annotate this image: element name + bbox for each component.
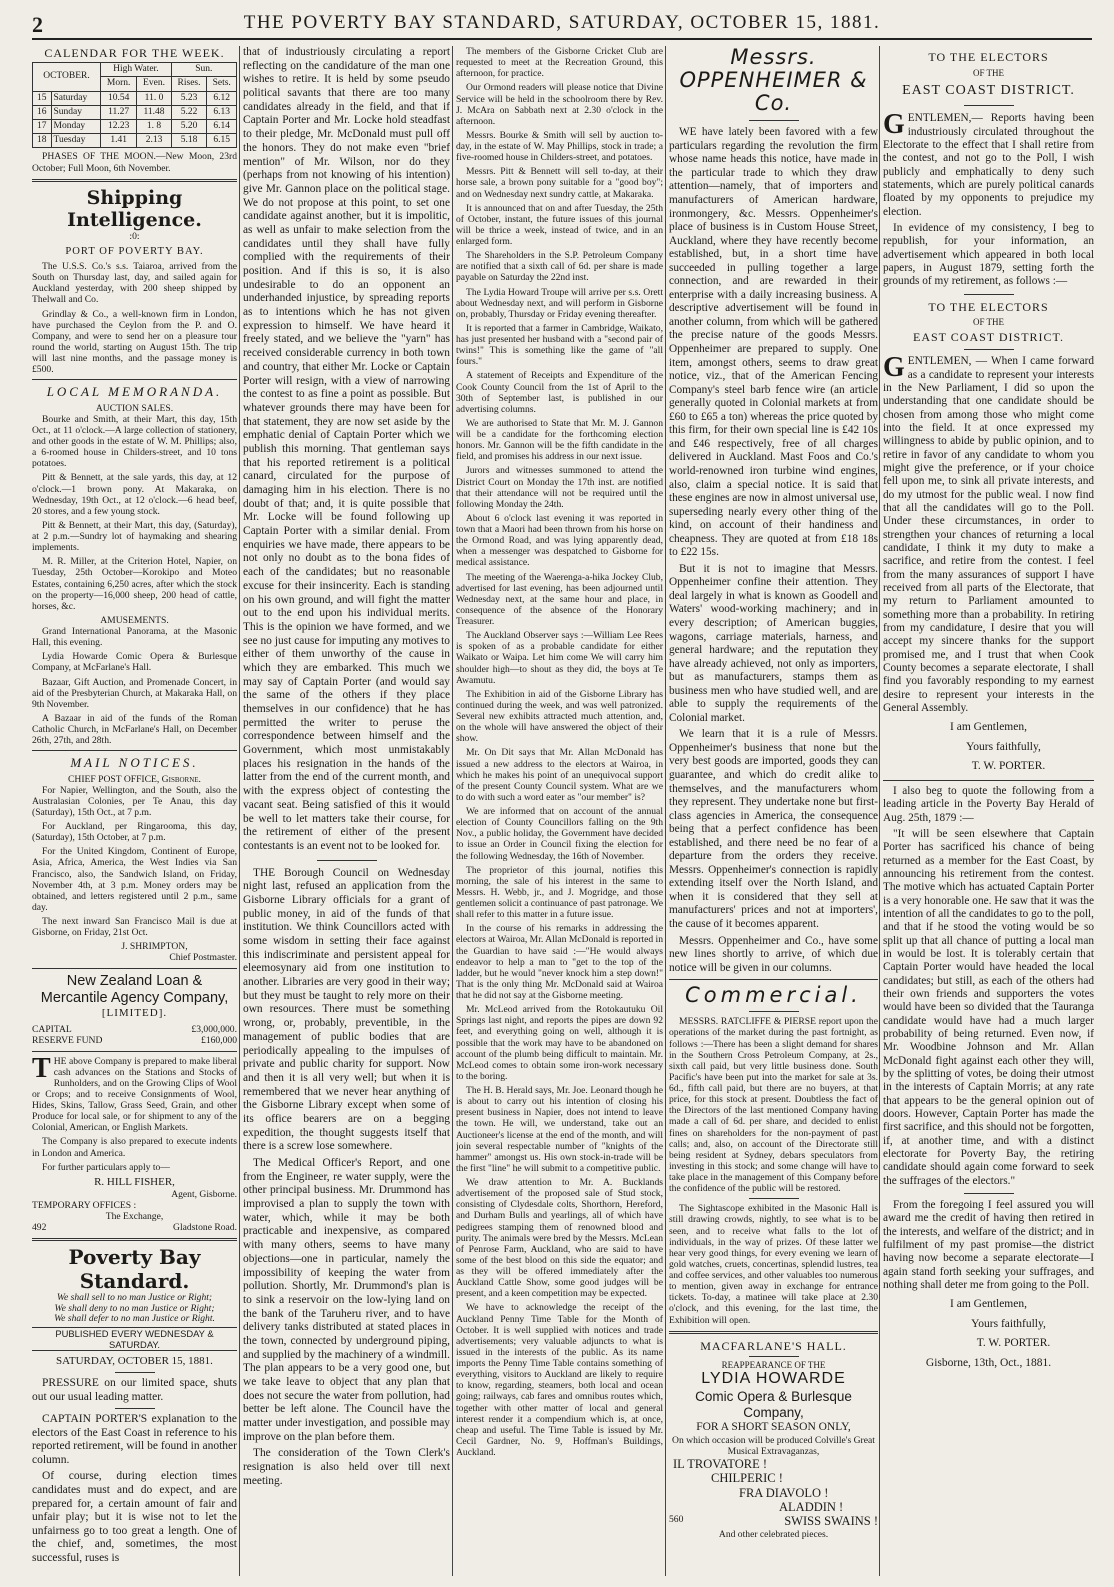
news-paragraph: In the course of his remarks in addressing the electors at Wairoa, Mr. Allan McDonald is reported in the Guardian to have said :—"He would always endeavor to help a man to "get to the top of the ladder, but he would "never knock him a step down!" That is the only thing Mr. McDonald said at Wairoa that he did not say at the Gisborne meeting. [456,923,663,1001]
calendar-row [33,119,237,133]
closing-line: I am Gentlemen, [950,721,1027,734]
moon-phases: PHASES OF THE MOON.—New Moon, 23rd October; Full Moon, 6th November. [32,151,237,174]
oppenheimer-heading-2: OPPENHEIMER & Co. [679,68,868,116]
nz-loan-body-text: HE above Company is prepared to make liberal cash advances on the Stations and Stocks of Runholders, and on the Growing Clips of Wool or Crops; and to receive Consignments of Wool, Hides, Skins, Tallow, Grass Seed, Grain, and other Produce for local sale, or for shipment to any of the Colonial, American, or English Markets. [32,1055,237,1134]
page-number: 2 [32,12,43,37]
column-1 [32,46,237,1576]
opera-list [669,1457,878,1529]
electors-heading: TO THE ELECTORS [928,50,1049,64]
reserve-value: £160,000 [201,1035,237,1047]
calendar-row [33,91,237,105]
reappearance-label: REAPPEARANCE OF THE [721,1359,826,1370]
commercial-paragraph: The Sightascope exhibited in the Masonic Hall is still drawing crowds, nightly, to see what is to be seen, and to receive what falls to the lot of individuals, in the way of prizes. Of these latter we hear very good things, for every evening we learn of gold watches, cruets, concertinas, splendid lustres, tea and coffee services, and other valuables too numerous to mention, given away in exchange for entrance tickets. To-day, a matinee will take place at 2.30 o'clock, and this evening, for the last time, the Exhibition will open. [669,1203,878,1326]
calendar-even: 2.13 [137,134,171,148]
signature: T. W. PORTER. [976,1337,1051,1350]
electors-of-the: OF THE [972,68,1005,79]
calendar-morn: 10.54 [100,91,136,105]
calendar-rises: 5.18 [171,134,207,148]
district-heading: EAST COAST DISTRICT. [902,82,1075,98]
news-paragraph: It is reported that a farmer in Cambridge, Waikato, has just presented her husband with a "second pair of twins!" This is something like the game of "all fours." [456,322,663,368]
oppenheimer-paragraph: Messrs. Oppenheimer and Co., have some new lines shortly to arrive, of which due notice will be given in our columns. [669,934,878,974]
opera-title: FRA DIAVOLO ! [739,1485,829,1500]
oppenheimer-heading-1: Messrs. [730,46,817,69]
calendar-even: 11.48 [137,105,171,119]
oppenheimer-paragraph: WE have lately been favored with a few particulars regarding the revolution the firm whose name heads this notice, have made in the particular trade to which they draw attention—namely, that of importers and manufacturers of American hardware, ironmongery, &c. Messrs. Oppenheimer's place of business is in Custom House Street, Auckland, where they have recently become established, but, in a short time have succeeded in pulling together a large connection, and are rewarded in their enterprise with a daily increasing business. A descriptive advertisement will be found in another column, from which will be gathered the precise nature of the goods Messrs. Oppenheimer are prepared to supply. One item, amongst others, seems to draw great notice, viz., that of the American Fencing Company's steel barb fence wire (an article generally quoted in Colonial markets at from £60 to £65 a ton) whereas the price quoted by this firm, for their own special line is £42 10s and £46 respectively, free of all charges delivered in Auckland. Mast Foos and Co.'s world-renowned iron turbine wind engines, also, claim a special notice. It is said that these engines are now in almost universal use, superseding nearly every other thing of the kind, on account of their handiness and cheapness. They are quoted at from £18 18s to £22 15s. [669,126,878,559]
letter-date: Gisborne, 13th, Oct., 1881. [925,1356,1052,1369]
news-paragraph: We are informed that on account of the annual election of County Councillors falling on the 9th Nov., a public holiday, the Government have decided to issue an Order in Council fixing the election for the following Wednesday, the 16th of November. [456,806,663,862]
office-exchange: The Exchange, [105,1210,164,1222]
news-paragraph: It is announced that on and after Tuesday, the 25th of October, instant, the future issues of this journal will be thrice a week, instead of twice, and in an enlarged form. [456,202,663,247]
office-road: Gladstone Road. [173,1221,237,1233]
column-rule [665,46,666,1576]
publication-schedule: PUBLISHED EVERY WEDNESDAY & SATURDAY. [32,1327,237,1351]
motto-line: We shall sell to no man Justice or Right; [56,1292,213,1304]
opera-title: CHILPERIC ! [711,1471,783,1486]
calendar-col-sun: Sun. [171,63,236,77]
agent-name: R. HILL FISHER, [94,1175,175,1188]
calendar-weekday: Saturday [51,91,100,105]
oppenheimer-paragraph: We learn that it is a rule of Messrs. Oppenheimer's business that none but the very best goods are imported, goods they can guarantee, and which do credit alike to themselves, and the manufacturers whom they represent. They undertake none but first-class agencies in America, the consequence being that a perfect confidence has been established, and there need be no fear of a departure from the orders they receive. Messrs. Oppenheimer's connection is rapidly extending itself over the North Island, and when it is considered that they sell at manufacturers' prices and not at importers', the cause of it becomes apparent. [669,728,878,930]
column-rule [452,46,453,1576]
ad-number: 560 [669,1514,684,1526]
editorial-paragraph: Of course, during election times candidates must and do expect, and are prepared for, a certain amount of fair and unfair play; but it is wise not to let the unfairness go to too great a length. One of the chief, and, sometimes, the most successful, ruses is [32,1470,237,1564]
opera-title: IL TROVATORE ! [673,1456,767,1471]
letter-paragraph [883,352,1094,715]
news-paragraph: The Lydia Howard Troupe will arrive per s.s. Orett about Wednesday next, and will perform in Gisborne on, probably, Thursday or Friday evening thereafter. [456,286,663,320]
news-paragraph: The proprietor of this journal, notifies this morning, the sale of his interest in the same to Messrs. H. Webb, jr., and J. Mogridge, and those gentlemen solicit a continuance of past patronage. We shall refer to this matter in a future issue. [456,864,663,921]
calendar-sets: 6.13 [207,105,237,119]
news-paragraph: Messrs. Pitt & Bennett will sell to-day, at their horse sale, a brown pony suitable for a "good boy"; and on Wednesday next sundry cattle, at Makaraka. [456,166,663,200]
editorial-paragraph: THE Borough Council on Wednesday night last, refused an application from the Gisborne Library officials for a grant of public money, in aid of the funds of that institution. We think Councillors acted with some wisdom in setting their face against this indiscriminate and persistent appeal for eleemosynary aid from one institution to another. Libraries are very good in their way; but they must be taught to rely more on their own resources. There must be something wrong, or, probably, preventible, in the management of public bodies that are periodically appealing to the impulses of private and public charity for support. Now and then it is all very well; but when it is remembered that we never hear anything of the Gisborne Library except when some of its office bearers are on a begging expedition, the thought suggests itself that there is a screw lose somewhere. [243,866,450,1153]
mail-paragraph: For Auckland, per Ringarooma, this day, (Saturday), 15th October, at 7 p.m. [32,821,237,844]
news-paragraph: The Exhibition in aid of the Gisborne Library has continued during the week, and was well patronized. Several new exhibits attracted much attention, and, on the whole will have answered the object of their show. [456,688,663,745]
column-5 [883,46,1094,1576]
post-office-heading: CHIEF POST OFFICE, Gisborne. [68,773,201,785]
nz-loan-heading: New Zealand Loan & Mercantile Agency Company, [40,972,229,1006]
calendar-weekday: Tuesday [51,134,100,148]
calendar-sets: 6.12 [207,91,237,105]
capital-label: CAPITAL [32,1024,72,1036]
editorial-paragraph: that of industriously circulating a report reflecting on the candidature of the man one wishes to retire. It is held by some pseudo political savants that there are too many candidates already in the field, and that if Captain Porter and Mr. Locke hold steadfast to their pledge, Mr. McDonald must pull off the honors. They do not make even "brief mention" of Mr. Wilson, nor do they (perhaps from not knowing of his intention) give Mr. Gannon place on the political stage. We do not propose at this point, to set one candidate against another, but it is impolitic, as well as unfair to make selection from the candidates until they shall have fully complied with the requirements of their position. And if this is so, it is also undesirable to do an opponent an underhanded injustice, by spreading reports as to intentions which he has not given expression to himself. We have heard it freely stated, and we believe the "yarn" has received considerable currency in both town and country, that either Mr. Locke or Captain Porter will resign, with a view of narrowing the contest to as fine a point as possible. But whatever grounds there may have been for that statement, they are now set aside by the emphatic denial of Captain Porter which we publish this morning. That gentleman says that his reported retirement is a political canard, circulated for the purpose of damaging him in his election. There is no doubt of that; and, it is quite possible that Mr. Locke will be found following up Captain Porter with a similar denial. From enquiries we have made, there appears to be not only no doubt as to the bona fides of each of the candidates; but no reasonable excuse for their insincerity. Each is standing on his own ground, and will fight the matter out to the end upon his individual merits. This is the opinion we have formed, and we see no just cause for imputing any motives to either of them unworthy of the cause in which they are embarked. This much we may say of Captain Porter (and would say the same of the others if they place themselves in our confidence) that he has permitted the writer to peruse the correspondence between himself and the Government, which most unmistakably places his resignation in the hands of the latter from the end of the current month, and with the express object of contesting the vacant seat. Being satisfied of this it would be well to let matters take their course, for the retirement of either of the present contestants is an event not to be looked for. [243,46,450,852]
divider [749,1198,799,1199]
column-2 [243,46,450,1576]
divider [32,379,237,380]
calendar-weekday: Sunday [51,105,100,119]
divider [115,1408,155,1409]
divider [32,1051,237,1052]
macfarlane-hall-heading: MACFARLANE'S HALL. [700,1338,847,1353]
mail-notices-heading: MAIL NOTICES. [70,755,199,771]
newspaper-nameplate: Poverty Bay Standard. [68,1245,201,1293]
divider [964,1193,1014,1194]
letter-paragraph: I also beg to quote the following from a leading article in the Poverty Bay Herald of Aug. 25th, 1879 :— [883,785,1094,824]
calendar-day: 16 [33,105,52,119]
news-paragraph: Messrs. Bourke & Smith will sell by auction to-day, in the estate of W. May Phillips, stock in trade; a five-roomed house in Childers-street, and potatoes. [456,129,663,164]
local-paragraph: A Bazaar in aid of the funds of the Roman Catholic Church, in McFarlane's Hall, on December 26th, 27th, and 28th. [32,712,237,747]
local-paragraph: Grand International Panorama, at the Masonic Hall, this evening. [32,626,237,649]
calendar-morn: 11.27 [100,105,136,119]
nz-loan-limited: [LIMITED]. [101,1007,168,1020]
other-pieces: And other celebrated pieces. [718,1528,829,1540]
capital-row [32,1024,237,1035]
divider [32,179,237,182]
drop-cap: G [883,352,905,384]
calendar-heading: CALENDAR FOR THE WEEK. [44,46,225,60]
oppenheimer-paragraph: But it is not to imagine that Messrs. Oppenheimer confine their attention. They deal largely in what is known as Goodell and Waters' wood-working machinery; and in every description; of American buggies, wagons, carriage materials, harness, and general hardware; and the reputation they have already achieved, not only as importers, but as manufacturers, stamps them as business men who have studied well, and are able to supply the requirements of the Colonial market. [669,562,878,724]
calendar-rises: 5.20 [171,119,207,133]
shipping-paragraph: Grindlay & Co., a well-known firm in London, have purchased the Ceylon from the P. and O. Company, and were to send her on a pleasure tour round the world, starting on August 15th. The trip will last nine months, and the passage money is £500. [32,308,237,376]
calendar-even: 1. 8 [137,119,171,133]
divider [669,1331,878,1334]
calendar-row [33,105,237,119]
pressure-notice: PRESSURE on our limited space, shuts out our usual leading matter. [32,1377,237,1403]
column-rule [879,46,880,1576]
news-paragraph: Mr. On Dit says that Mr. Allan McDonald has issued a new address to the electors at Wairoa, in which he makes his point of an unequivocal support of the present County Council system. What are we to do with such a word eater as "our member" is? [456,747,663,803]
letter-paragraph: In evidence of my consistency, I beg to republish, for your information, an advertisement which appeared in both local papers, in August 1879, setting forth the grounds of my retirement, as follows :— [883,221,1094,288]
calendar-morn: 12.23 [100,119,136,133]
calendar-day: 15 [33,91,52,105]
season-notice: FOR A SHORT SEASON ONLY, [696,1421,851,1434]
issue-date: SATURDAY, OCTOBER 15, 1881. [56,1355,213,1368]
calendar-morn: 1.41 [100,134,136,148]
editorial-paragraph: The consideration of the Town Clerk's resignation is also held over till next meeting. [243,1447,450,1487]
divider [964,105,1014,106]
local-paragraph: Pitt & Bennett, at the sale yards, this day, at 12 o'clock.—1 brown pony. At Makaraka, on Wednesday, 19th Oct., at 12 o'clock.—6 head beef, 20 stores, and a few young stock. [32,472,237,517]
divider [749,1011,799,1012]
calendar-sub-morn: Morn. [100,77,136,91]
calendar-day: 17 [33,119,52,133]
local-paragraph: Bazaar, Gift Auction, and Promenade Concert, in aid of the Presbyterian Church, at Makaraka Hall, on 9th November. [32,676,237,710]
produced-notice: On which occasion will be produced Colville's Great Musical Extravaganzas, [672,1434,875,1457]
calendar-sub-rises: Rises. [171,77,207,91]
opera-last-row [669,1514,878,1528]
calendar-col-high-water: High Water. [100,63,171,77]
closing-line: Yours faithfully, [966,740,1041,753]
motto-line: We shall deny to no man Justice or Right; [54,1302,215,1314]
electors-heading: TO THE ELECTORS [928,299,1049,314]
news-paragraph: Jurors and witnesses summoned to attend the District Court on Monday the 17th inst. are notified that their attendance will not be required until the following Monday the 24th. [456,465,663,510]
calendar-day: 18 [33,134,52,148]
district-heading: EAST COAST DISTRICT. [912,330,1064,345]
local-paragraph: Bourke and Smith, at their Mart, this day, 15th Oct., at 11 o'clock.—A large collection of stationery, and other goods in the estate of W. M. Phillips; also, a 6-roomed house in Childers-street, and 10 tons potatoes. [32,413,237,470]
letter-text: ENTLEMEN, — When I came forward as a candidate to represent your interests in the New Parliament, I did so upon the understanding that one candidate should be chosen from among those who might come into the field. It at once expressed my willingness to abide by public opinion, and to retire in favor of any candidate to whom you might give the preference, or if your choice fell upon me, to sink all private interests, and do my utmost for the public weal. I now find that all the candidates will go to the Poll. Under these circumstances, in order to strengthen your chances of returning a local candidate, I think it my duty to make a sacrifice, and retire from the contest. I feel from the many assurances of support I have received from all parts of the Electorate, that my return to Parliament amounted to something more than a probability. In retiring from my candidature, I desire that you will accept my sincere thanks for the support promised me, and I trust that when Cook County becomes a separate electorate, I shall find you favorably responding to my earnest desire to represent your interests in the General Assembly. [883,355,1094,714]
calendar-even: 11. 0 [137,91,171,105]
page-title: THE POVERTY BAY STANDARD, SATURDAY, OCTOBER 15, 1881. [243,12,881,33]
mail-paragraph: For the United Kingdom, Continent of Europe, Asia, Africa, America, the West Indies via San Francisco, also, the Sandwich Island, on Friday, November 4th, at 3 p.m. Money orders may be obtained, and letters registered until 2 p.m., same day. [32,846,237,913]
divider [883,780,1094,781]
calendar-table [32,62,237,148]
local-paragraph: Pitt & Bennett, at their Mart, this day, (Saturday), at 2 p.m.—Sundry lot of haymaking and shearing implements. [32,519,237,554]
postmaster-name: J. SHRIMPTON, [121,941,188,953]
temporary-offices: TEMPORARY OFFICES : [32,1199,137,1211]
quoted-article: "It will be seen elsewhere that Captain Porter has sacrificed his chance of being returned as a member for the East Coast, by announcing his retirement from the contest. The motive which has actuated Captain Porter is a very honorable one. He saw that it was the intention of all the candidates to go to the poll, and that if he stood the voting would be so split up that all chance of putting a local man in would be lost. It is tolerably certain that Captain Porter would have headed the local candidates; but still, as each of the others had their own friends and supporters the votes would have been so divided that the Tauranga candidate would have had a much larger probability of being returned. Even now, if Mr. Woodbine Johnson and Mr. Allan McDonald fight against each other they will, by the splitting of votes, be doing their utmost in the interests of Captain Morris; at any rate that appears to be the general opinion out of doors. However, Captain Porter has made the first sacrifice, and this should not be forgotten, if, at another time, and with a distinct electorate for Poverty Bay, the retiring candidate should again come forward to seek the suffrages of the electors." [883,828,1094,1187]
news-paragraph: The Shareholders in the S.P. Petroleum Company are notified that a sixth call of 6d. per share is made payable on Saturday the 22nd inst. [456,250,663,284]
letter-paragraph: From the foregoing I feel assured you will award me the credit of having then retired in the interests, and welfare of the district; and in fulfilment of my past promise—the district having now become a separate electorate—I again stand forth seeking your suffrages, and nothing shall deter me from going to the Poll. [883,1198,1094,1291]
news-paragraph: We have to acknowledge the receipt of the Auckland Penny Time Table for the Month of October. It is well supplied with notices and trade advertisements; very valuable adjuncts to what is issued in the interests of the public. As its name imports the Penny Time Table contains something of everything, visitors to Auckland are likely to require to know, regarding, steamers, both local and ocean going; railways, cab fares and omnibus routes which, together with other matter of local and general interest render it a compendium which is, at once, cheap and useful. The Time Table is issued by Mr. Cecil Gardner, No. 9, Hoffman's Buildings, Auckland. [456,1302,663,1458]
closing-line: I am Gentlemen, [950,1298,1027,1311]
shipping-paragraph: The U.S.S. Co.'s s.s. Taiaroa, arrived from the South on Thursday last, day, and sailed again for Auckland yesterday, with 200 sheep shipped by Thelwall and Co. [32,261,237,306]
divider [32,1238,237,1241]
letter-text: ENTLEMEN,— Reports having been industriously circulated throughout the Electorate to the effect that I shall retire from the contest, and not go to the Poll, I wish publicly and emphatically to deny such statements, which are purely political canards floated by my opponents to prejudice my election. [883,112,1094,218]
reserve-label: RESERVE FUND [32,1035,103,1047]
column-4 [669,46,878,1576]
divider [669,979,878,980]
nz-loan-paragraph: For further particulars apply to— [42,1161,170,1173]
local-paragraph: Lydia Howarde Comic Opera & Burlesque Company, at McFarlane's Hall. [32,651,237,674]
calendar-row [33,134,237,148]
divider [32,968,237,969]
calendar-sub-sets: Sets. [207,77,237,91]
mail-paragraph: The next inward San Francisco Mail is due at Gisborne, on Friday, 21st Oct. [32,916,237,939]
mail-paragraph: For Napier, Wellington, and the South, also the Australasian Colonies, per Te Anau, this day (Saturday), 15th Oct., at 7 p.m. [32,784,237,818]
shipping-heading: Shipping Intelligence. [67,186,202,232]
commercial-paragraph: MESSRS. RATCLIFFE & PIERSE report upon the operations of the market during the past fortnight, as follows :—There has been a slight demand for shares in the Southern Cross Petroleum Company, at 2s., sixth call paid, but very little business done. South Pacific's have been put into the market for sale at 3s. 6d., fifth call paid, but there are no buyers, at that price, for this stock at present. Doubtless the fact of the Directors of the last mentioned Company having made a call of 6d. per share, and decided to enlist fines on shareholders for the non-payment of past calls; and, also, on account of the Directorate still being resident at Sydney, debars speculators from investing in this stock; and some change will have to take place in the management of this Company before the confidence of the public will be restored. [669,1016,878,1195]
local-paragraph: M. R. Miller, at the Criterion Hotel, Napier, on Tuesday, 25th October—Korokipo and Moteo Estates, containing 6,250 acres, after which the stock on the property—16,000 sheep, 200 head of cattle, horses, &c. [32,556,237,612]
news-paragraph: We are authorised to State that Mr. M. J. Gannon will be a candidate for the forthcoming election honors. Mr. Gannon will be the fifth candidate in the field, and promises his address in our next issue. [456,417,663,463]
calendar-weekday: Monday [51,119,100,133]
divider [964,349,1014,350]
reserve-row [32,1035,237,1046]
signature: T. W. PORTER. [971,760,1046,773]
news-paragraph: The H. B. Herald says, Mr. Joe. Leonard though he is about to carry out his intention of closing his present business in Napier, does not intend to leave the town. He will, we understand, take out an Auctioneer's license at the end of the month, and will join several respectable number of "knights of the hammer" amongst us. His own stock-in-trade will be the first "line" he will submit to a competitive public. [456,1085,663,1174]
divider [749,120,799,121]
opera-title: SWISS SWAINS ! [784,1514,878,1529]
agent-title: Agent, Gisborne. [171,1188,237,1200]
news-paragraph: Mr. McLeod arrived from the Rotokautuku Oil Springs last night, and reports the pipes are down 92 feet, and everything going on well, although it is possible that the work may have to be abandoned on account of the plumb being difficult to maintain. Mr. McLeod comes to obtain some iron-work necessary to the boring. [456,1004,663,1082]
letter-paragraph [883,109,1094,219]
ad-number: 492 [32,1221,47,1233]
closing-line: Yours faithfully, [971,1317,1046,1330]
calendar-col-october: OCTOBER. [33,63,101,91]
news-paragraph: The Auckland Observer says :—William Lee Rees is spoken of as a probable candidate for either Waikato or Waipa. Let him come We will carry him shoulder high—to shout as they did, the boys at Te Awamutu. [456,630,663,686]
shipping-divider: :0: [129,231,140,243]
lydia-howarde-name: LYDIA HOWARDE [701,1370,846,1388]
news-paragraph: The members of the Gisborne Cricket Club are requested to meet at the Recreation Ground, this afternoon, for practice. [456,46,663,80]
motto-line: We shall defer to no man Justice or Right. [54,1313,215,1325]
calendar-sub-even: Even. [137,77,171,91]
calendar-rises: 5.22 [171,105,207,119]
column-3 [456,46,663,1576]
divider [964,294,1014,295]
calendar-sets: 6.15 [207,134,237,148]
company-name: Comic Opera & Burlesque Company, [695,1389,852,1421]
divider [749,1356,799,1357]
opera-title: ALADDIN ! [779,1500,844,1515]
news-paragraph: Our Ormond readers will please notice that Divine Service will be held in the schoolroom there by Rev. J. McAra on Sabbath next at 2.30 o'clock in the afternoon. [456,82,663,127]
news-paragraph: The meeting of the Waerenga-a-hika Jockey Club, advertised for last evening, has been adjourned until Wednesday next, at the same hour and place, in consequence of the absence of the Honorary Treasurer. [456,571,663,627]
editorial-paragraph: The Medical Officer's Report, and one from the Engineer, re water supply, were the other principal business. Mr. Drummond has improvised a plan to supply the town with water, which, while it may be both practicable and inexpensive, as compared with many others, seems to have many objections—one in particular, namely the impossibility of keeping the water from pollution. Shortly, Mr. Drummond's plan is to sink a reservoir on the low-lying land on the bank of the Taruheru river, and to have delivery tanks distributed at stated places in the town, connected by underground piping, and supplied by the machinery of a windmill. The plan appears to be a very good one, but we take leave to object that any plan that does not secure the water from pollution, had better be left alone. The Council have the matter under investigation, and possible may improve on the plan before them. [243,1157,450,1443]
nz-loan-body [32,1052,237,1134]
editorial-paragraph: CAPTAIN PORTER'S explanation to the electors of the East Coast in reference to his reported retirement, will be found in another column. [32,1413,237,1466]
calendar-sets: 6.14 [207,119,237,133]
electors-of-the: OF THE [972,316,1005,327]
column-rule [239,46,240,1576]
divider [115,1372,155,1373]
news-paragraph: We draw attention to Mr. A. Bucklands advertisement of the proposed sale of Stud stock, consisting of Clydesdale colts, Shorthorn, Hereford, and Durham Bulls and yearlings, all of which have pedigrees stamping them of renowned blood and purity. The animals were bred by the Messrs. McLean of Penrose Farm, Auckland, who are said to have some of the best blood on this side the equator; and as they will be offered immediately after the Auckland Cattle Show, some good judges will be present, and a keen competition may be expected. [456,1177,663,1300]
drop-cap: G [883,109,905,141]
amusements-heading: AMUSEMENTS. [100,614,169,626]
news-paragraph: A statement of Receipts and Expenditure of the Cook County Council from the 1st of April to the 30th of September last, is published in our advertising columns. [456,370,663,415]
drop-cap: T [32,1052,51,1084]
office-address-row [32,1222,237,1233]
calendar-rises: 5.23 [171,91,207,105]
news-paragraph: About 6 o'clock last evening it was reported in town that a Maori had been thrown from his horse on the Ormond Road, and was lying apparently dead, when a messenger was despatched to Gisborne for medical assistance. [456,512,663,569]
postmaster-title: Chief Postmaster. [169,952,237,964]
commercial-heading: Commercial. [685,983,862,1008]
divider [317,860,377,861]
capital-value: £3,000,000. [191,1024,237,1036]
auction-sales-heading: AUCTION SALES. [95,402,174,414]
local-memoranda-heading: LOCAL MEMORANDA. [46,384,223,400]
port-heading: PORT OF POVERTY BAY. [65,245,204,257]
divider [32,750,237,751]
masthead [32,10,1092,40]
nz-loan-paragraph: The Company is also prepared to execute indents in London and America. [32,1136,237,1159]
